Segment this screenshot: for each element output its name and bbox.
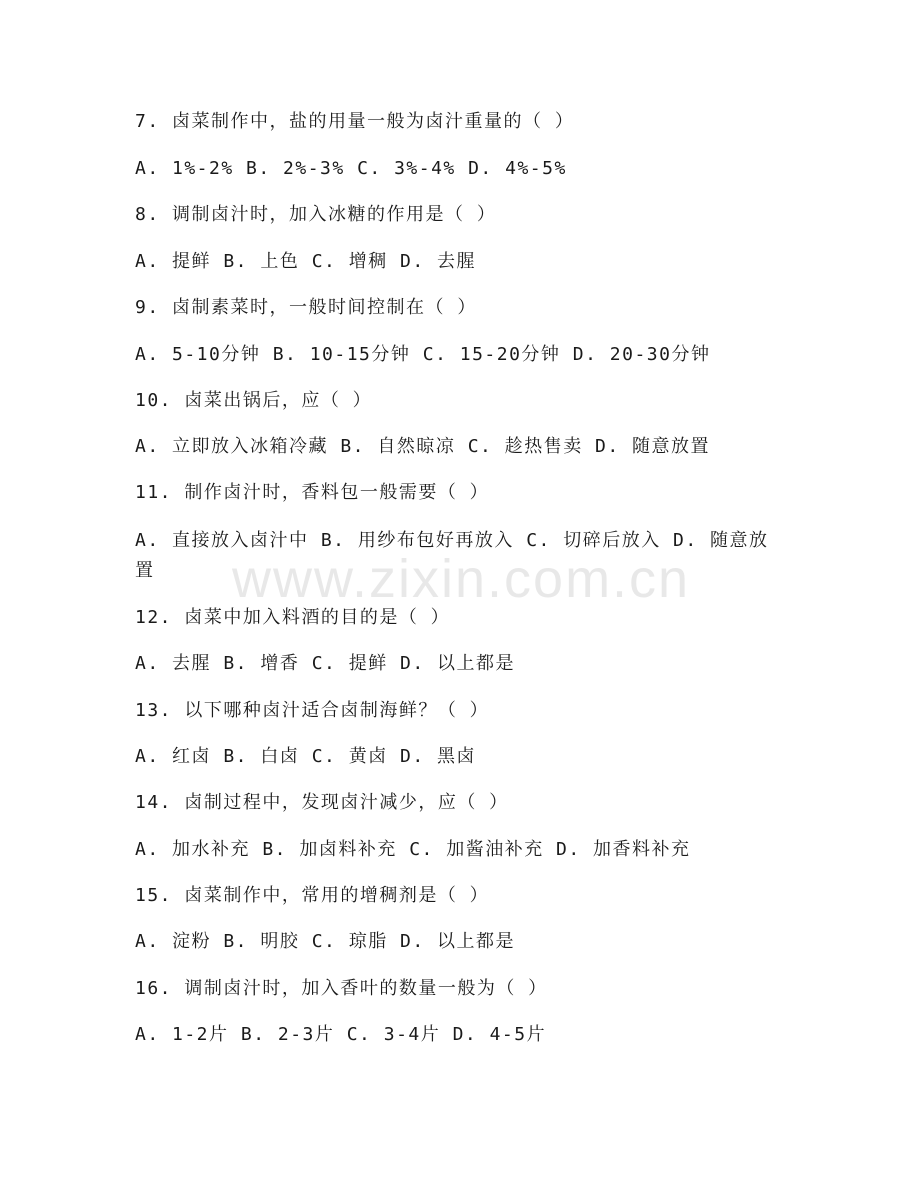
question-13: 13. 以下哪种卤汁适合卤制海鲜？（ ）: [135, 700, 490, 721]
question-16: 16. 调制卤汁时，加入香叶的数量一般为（ ）: [135, 978, 548, 999]
question-14: 14. 卤制过程中，发现卤汁减少，应（ ）: [135, 792, 509, 813]
options-16: A. 1-2片 B. 2-3片 C. 3-4片 D. 4-5片: [135, 1024, 547, 1045]
options-13: A. 红卤 B. 白卤 C. 黄卤 D. 黑卤: [135, 746, 477, 767]
watermark: www.zixin.com.cn: [232, 549, 691, 609]
question-7: 7. 卤菜制作中，盐的用量一般为卤汁重量的（ ）: [135, 111, 575, 132]
options-8: A. 提鲜 B. 上色 C. 增稠 D. 去腥: [135, 251, 477, 272]
options-9: A. 5-10分钟 B. 10-15分钟 C. 15-20分钟 D. 20-30分钟: [135, 344, 711, 365]
options-10: A. 立即放入冰箱冷藏 B. 自然晾凉 C. 趁热售卖 D. 随意放置: [135, 436, 711, 457]
question-11: 11. 制作卤汁时，香料包一般需要（ ）: [135, 482, 490, 503]
options-15: A. 淀粉 B. 明胶 C. 琼脂 D. 以上都是: [135, 931, 516, 952]
options-7: A. 1%-2% B. 2%-3% C. 3%-4% D. 4%-5%: [135, 158, 567, 179]
question-12: 12. 卤菜中加入料酒的目的是（ ）: [135, 607, 451, 628]
options-14: A. 加水补充 B. 加卤料补充 C. 加酱油补充 D. 加香料补充: [135, 839, 691, 860]
question-15: 15. 卤菜制作中，常用的增稠剂是（ ）: [135, 885, 490, 906]
question-10: 10. 卤菜出锅后，应（ ）: [135, 390, 373, 411]
options-11: A. 直接放入卤汁中 B. 用纱布包好再放入 C. 切碎后放入 D. 随意放置: [135, 530, 769, 581]
options-12: A. 去腥 B. 增香 C. 提鲜 D. 以上都是: [135, 653, 516, 674]
question-8: 8. 调制卤汁时，加入冰糖的作用是（ ）: [135, 204, 497, 225]
question-9: 9. 卤制素菜时，一般时间控制在（ ）: [135, 297, 477, 318]
